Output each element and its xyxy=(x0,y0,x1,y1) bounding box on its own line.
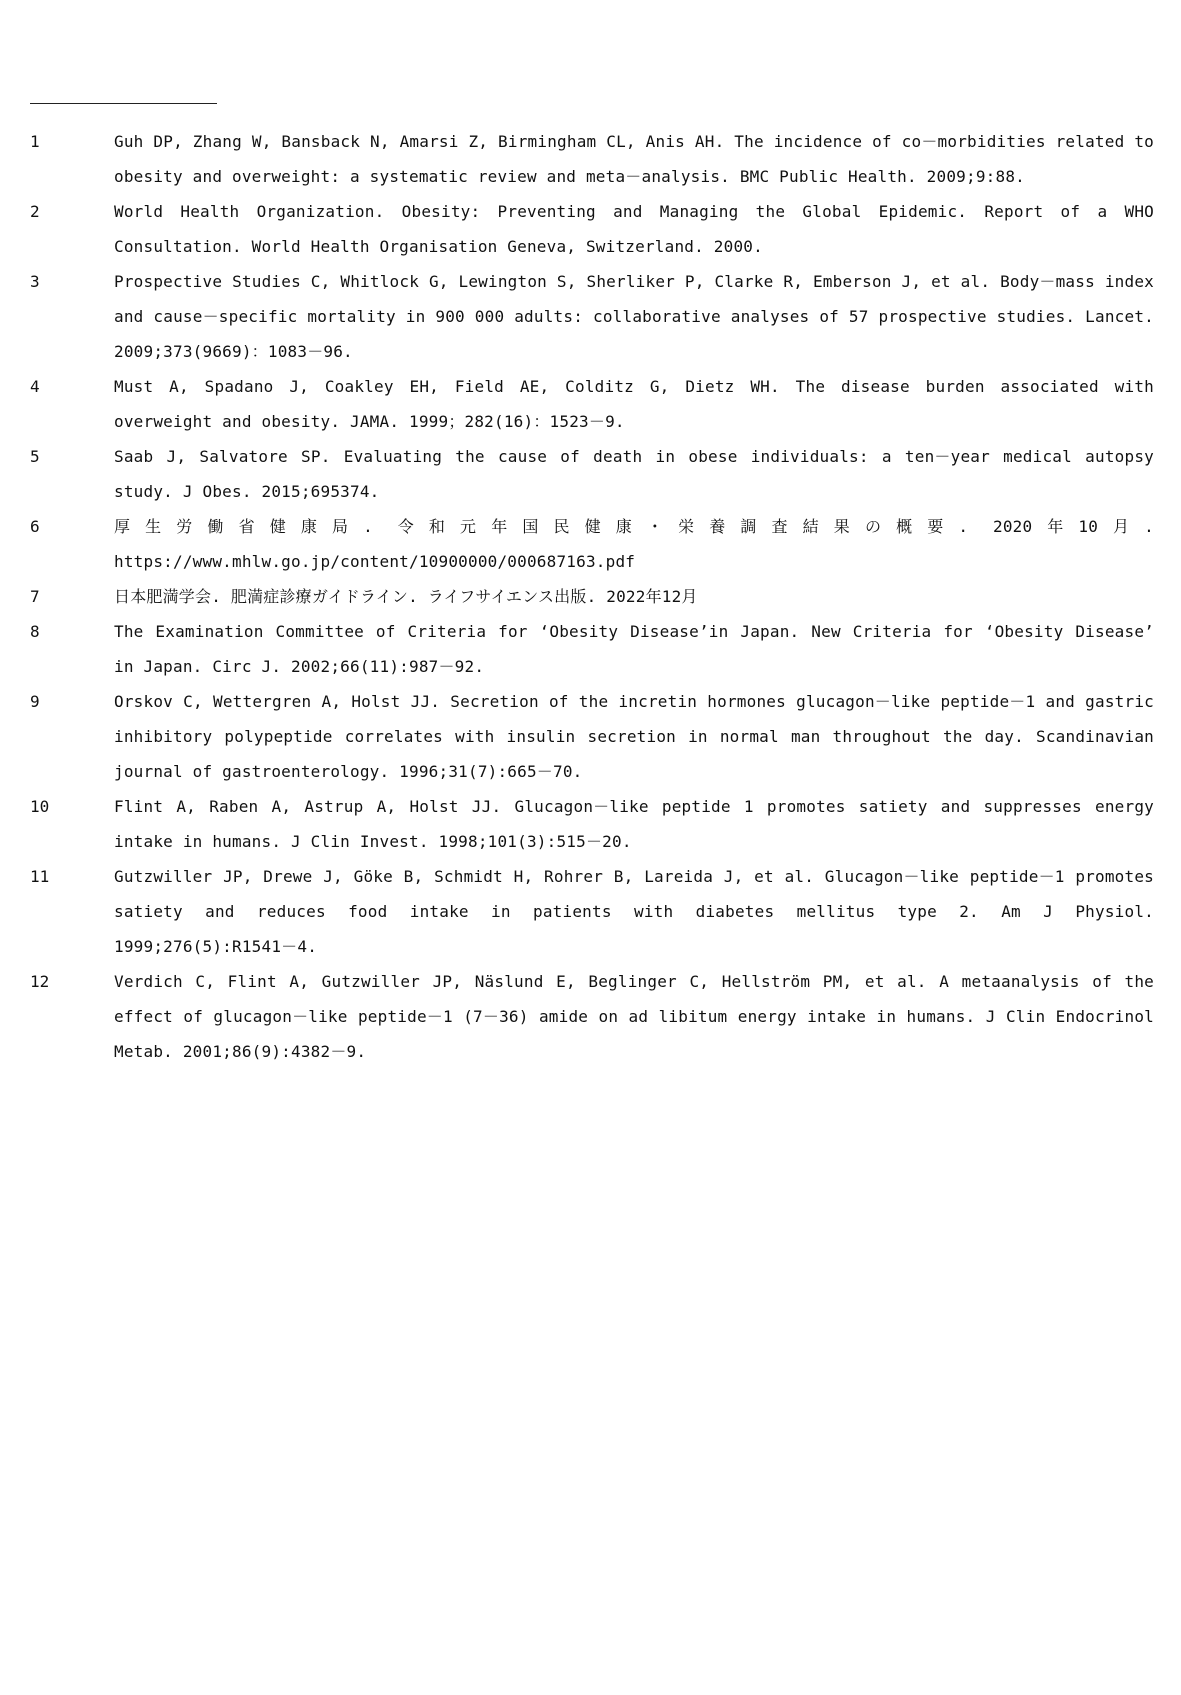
reference-text: Prospective Studies C, Whitlock G, Lewington S, Sherliker P, Clarke R, Emberson J, et al. Body－mass index and cause－specific mortality in 900 000 adults: collaborative analyses of 57 prospective studies. Lancet. 2009;373(9669)：1083－96. xyxy=(114,272,1154,361)
reference-text: World Health Organization. Obesity: Preventing and Managing the Global Epidemic. Report of a WHO Consultation. World Health Organisation Geneva, Switzerland. 2000. xyxy=(114,202,1154,256)
reference-number: 9 xyxy=(30,692,40,711)
reference-number: 11 xyxy=(30,867,50,886)
reference-text: Guh DP, Zhang W, Bansback N, Amarsi Z, Birmingham CL, Anis AH. The incidence of co－morbidities related to obesity and overweight: a systematic review and meta－analysis. BMC Public Health. 2009;9:88. xyxy=(114,132,1154,186)
reference-entry-7 xyxy=(30,579,1155,614)
reference-text: 日本肥満学会. 肥満症診療ガイドライン. ライフサイエンス出版. 2022年12月 xyxy=(114,587,698,606)
reference-entry-10 xyxy=(30,789,1155,859)
reference-entry-8 xyxy=(30,614,1155,684)
reference-text: Flint A, Raben A, Astrup A, Holst JJ. Glucagon－like peptide 1 promotes satiety and suppresses energy intake in humans. J Clin Invest. 1998;101(3):515－20. xyxy=(114,797,1154,851)
reference-text: 厚生労働省健康局. 令和元年国民健康・栄養調査結果の概要. 2020年10月. https://www.mhlw.go.jp/content/10900000/000687163.pdf xyxy=(114,517,1154,571)
reference-list xyxy=(30,124,1155,1069)
reference-number: 5 xyxy=(30,447,40,466)
reference-number: 1 xyxy=(30,132,40,151)
reference-number: 7 xyxy=(30,587,40,606)
reference-entry-9 xyxy=(30,684,1155,789)
reference-entry-4 xyxy=(30,369,1155,439)
reference-number: 4 xyxy=(30,377,40,396)
reference-text: Verdich C, Flint A, Gutzwiller JP, Näslund E, Beglinger C, Hellström PM, et al. A metaanalysis of the effect of glucagon－like peptide－1 (7－36) amide on ad libitum energy intake in humans. J Clin Endocrinol Metab. 2001;86(9):4382－9. xyxy=(114,972,1154,1061)
reference-entry-1 xyxy=(30,124,1155,194)
reference-entry-5 xyxy=(30,439,1155,509)
reference-text: Gutzwiller JP, Drewe J, Göke B, Schmidt H, Rohrer B, Lareida J, et al. Glucagon－like peptide－1 promotes satiety and reduces food intake in patients with diabetes mellitus type 2. Am J Physiol. 1999;276(5):R1541－4. xyxy=(114,867,1154,956)
reference-number: 12 xyxy=(30,972,50,991)
footnote-separator-rule xyxy=(30,103,217,104)
reference-entry-12 xyxy=(30,964,1155,1069)
reference-number: 6 xyxy=(30,517,40,536)
reference-entry-11 xyxy=(30,859,1155,964)
reference-number: 3 xyxy=(30,272,40,291)
reference-entry-3 xyxy=(30,264,1155,369)
reference-text: Saab J, Salvatore SP. Evaluating the cause of death in obese individuals: a ten－year medical autopsy study. J Obes. 2015;695374. xyxy=(114,447,1154,501)
reference-text: The Examination Committee of Criteria for ‘Obesity Disease’in Japan. New Criteria for ‘Obesity Disease’ in Japan. Circ J. 2002;66(11):987－92. xyxy=(114,622,1154,676)
reference-number: 2 xyxy=(30,202,40,221)
reference-text: Orskov C, Wettergren A, Holst JJ. Secretion of the incretin hormones glucagon－like peptide－1 and gastric inhibitory polypeptide correlates with insulin secretion in normal man throughout the day. Scandinavian journal of gastroenterology. 1996;31(7):665－70. xyxy=(114,692,1154,781)
reference-number: 8 xyxy=(30,622,40,641)
reference-entry-6 xyxy=(30,509,1155,579)
reference-number: 10 xyxy=(30,797,50,816)
reference-entry-2 xyxy=(30,194,1155,264)
reference-text: Must A, Spadano J, Coakley EH, Field AE, Colditz G, Dietz WH. The disease burden associated with overweight and obesity. JAMA. 1999；282(16)：1523－9. xyxy=(114,377,1154,431)
